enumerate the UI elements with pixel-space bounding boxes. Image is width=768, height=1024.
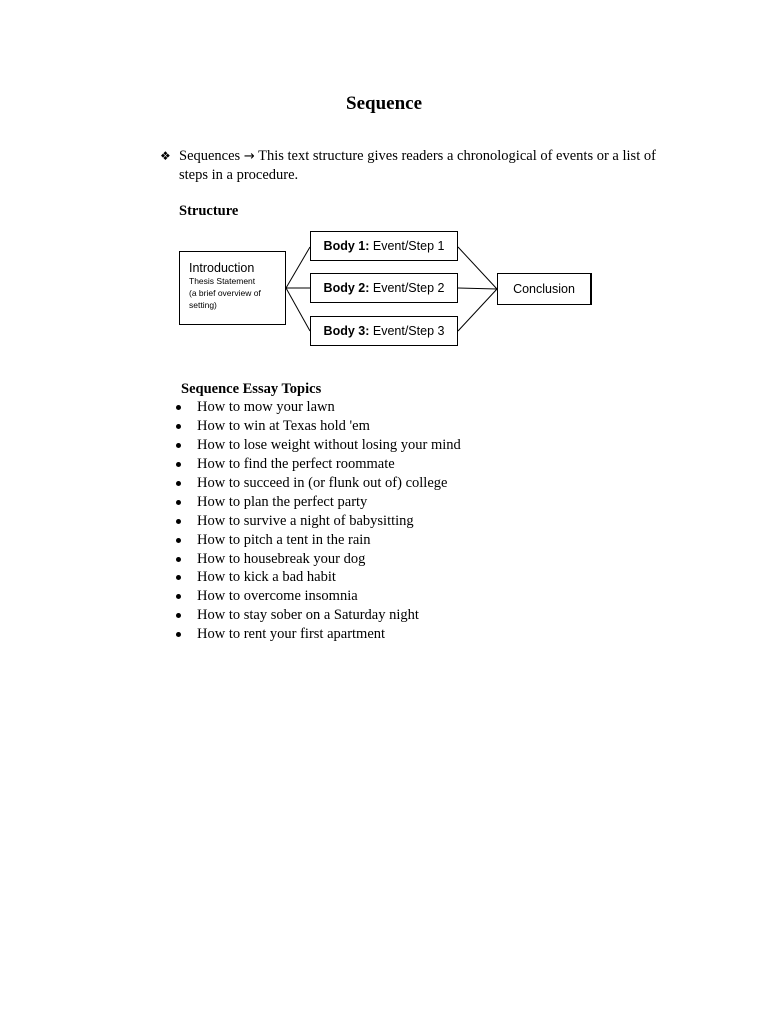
list-item: [172, 625, 461, 644]
topic-text: How to find the perfect roommate: [197, 455, 395, 472]
topic-text: How to mow your lawn: [197, 399, 335, 415]
bullet-icon: [176, 424, 181, 429]
connector-intro-body1: [286, 247, 310, 288]
body-2-box: [310, 273, 458, 303]
body-3-prefix: Body 3:: [323, 324, 370, 338]
diamond-bullet-icon: ❖: [160, 149, 171, 163]
bullet-icon: [176, 557, 181, 562]
bullet-icon: [176, 481, 181, 486]
bullet-icon: [176, 613, 181, 618]
topics-list: [172, 398, 461, 644]
topic-text: How to rent your first apartment: [197, 626, 386, 643]
bullet-icon: [176, 632, 181, 637]
right-arrow-icon: →: [243, 149, 255, 164]
topic-text: How to housebreak your dog: [197, 550, 366, 567]
topic-text: How to overcome insomnia: [197, 588, 358, 605]
introduction-box: [179, 251, 286, 325]
list-item: [172, 512, 461, 531]
body-3-label: Event/Step 3: [372, 324, 445, 338]
page-title: Sequence: [346, 93, 422, 114]
list-item: [172, 436, 461, 455]
body-2-label: Event/Step 2: [372, 281, 445, 295]
bullet-icon: [176, 462, 181, 467]
list-item: [172, 455, 461, 474]
list-item: [172, 398, 461, 417]
intro-paragraph: [160, 147, 680, 184]
structure-diagram: [170, 225, 610, 355]
body-1-prefix: Body 1:: [323, 239, 370, 253]
topic-text: How to plan the perfect party: [197, 493, 368, 510]
body-2-prefix: Body 2:: [323, 281, 370, 295]
body-1-box: [310, 231, 458, 261]
list-item: [172, 606, 461, 625]
bullet-icon: [176, 575, 181, 580]
list-item: [172, 550, 461, 569]
body-3-box: [310, 316, 458, 346]
list-item: [172, 474, 461, 493]
structure-heading: Structure: [179, 203, 239, 219]
topic-text: How to stay sober on a Saturday night: [197, 607, 419, 624]
topic-text: How to kick a bad habit: [197, 569, 336, 586]
list-item: [172, 417, 461, 436]
topic-text: How to pitch a tent in the rain: [197, 531, 371, 548]
body-1-label: Event/Step 1: [372, 239, 445, 253]
connector-intro-body3: [286, 288, 310, 331]
topic-text: How to succeed in (or flunk out of) college: [197, 474, 448, 491]
topic-text: How to win at Texas hold 'em: [197, 417, 370, 434]
bullet-icon: [176, 443, 181, 448]
list-item: [172, 568, 461, 587]
introduction-label: Introduction: [189, 261, 255, 275]
intro-description: This text structure gives readers a chronological of events or a list of steps in a procedure.: [179, 148, 656, 183]
connector-body2-conclusion: [458, 288, 497, 289]
topic-text: How to survive a night of babysitting: [197, 512, 414, 529]
connector-body3-conclusion: [458, 289, 497, 331]
overview-label: (a brief overview of setting): [189, 288, 261, 310]
bullet-icon: [176, 500, 181, 505]
conclusion-box: [497, 273, 592, 305]
topic-text: How to lose weight without losing your mind: [197, 436, 461, 453]
conclusion-label: Conclusion: [513, 282, 575, 296]
list-item: [172, 493, 461, 512]
thesis-statement-label: Thesis Statement: [189, 276, 256, 286]
topics-heading: Sequence Essay Topics: [181, 381, 322, 397]
bullet-icon: [176, 519, 181, 524]
bullet-icon: [176, 405, 181, 410]
bullet-icon: [176, 594, 181, 599]
list-item: [172, 531, 461, 550]
intro-term: Sequences: [179, 148, 241, 164]
list-item: [172, 587, 461, 606]
bullet-icon: [176, 538, 181, 543]
connector-body1-conclusion: [458, 247, 497, 289]
